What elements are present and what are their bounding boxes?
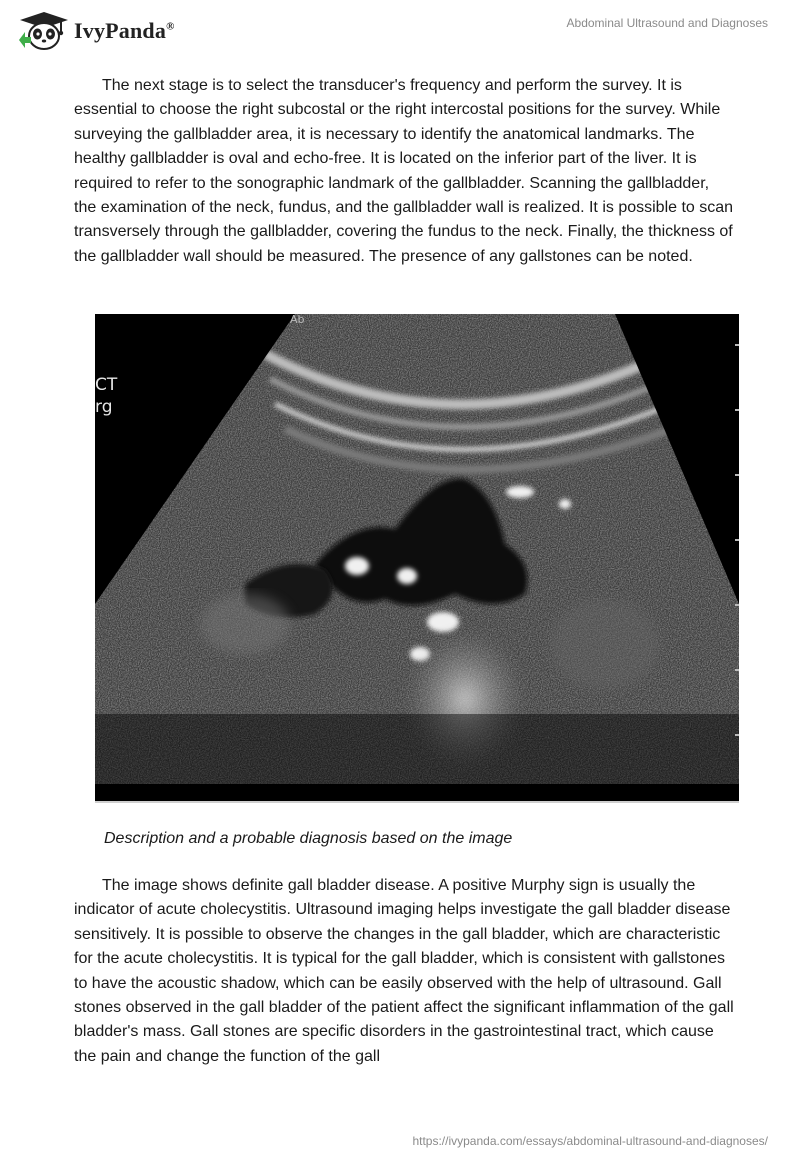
body-paragraph-2: The image shows definite gall bladder disease. A positive Murphy sign is usually the indicator of acute cholecystitis. Ultrasound imaging helps investigate the gall bladder disease sensitively. It is possible to observe the changes in the gall bladder, which are characteristic for the acute cholecystitis. It is typical for the gall bladder, which is consistent with gallstones to have the acoustic shadow, which can be easily observed with the help of ultrasound. Gall stones observed in the gall bladder of the patient affect the significant inflammation of the gall bladder's mass. Gall stones are specific disorders in the gastrointestinal tract, which cause the pain and change the function of the gall bbox=[74, 877, 734, 1065]
image-bottom-rule bbox=[95, 801, 739, 803]
ultrasound-label-top: Ab bbox=[290, 314, 305, 326]
footer-url[interactable]: https://ivypanda.com/essays/abdominal-ultrasound-and-diagnoses/ bbox=[412, 1134, 768, 1148]
figure-caption: Description and a probable diagnosis based on the image bbox=[104, 830, 513, 847]
ivypanda-logo[interactable] bbox=[14, 10, 175, 52]
ultrasound-label-rg: rg bbox=[95, 397, 113, 417]
ultrasound-label-ct: CT bbox=[95, 375, 118, 395]
panda-icon bbox=[14, 10, 70, 52]
brand-name: IvyPanda® bbox=[74, 18, 175, 43]
body-paragraph-1: The next stage is to select the transducer's frequency and perform the survey. It is essential to choose the right subcostal or the right intercostal positions for the survey. While surveying the gallbladder area, it is necessary to identify the anatomical landmarks. The healthy gallbladder is oval and echo-free. It is located on the inferior part of the liver. It is required to refer to the sonographic landmark of the gallbladder. Scanning the gallbladder, the examination of the neck, fundus, and the gallbladder wall is realized. It is possible to scan transversely through the gallbladder, covering the fundus to the neck. Finally, the thickness of the gallbladder wall should be measured. The presence of any gallstones can be noted. bbox=[74, 77, 734, 265]
page-title: Abdominal Ultrasound and Diagnoses bbox=[566, 16, 768, 30]
ultrasound-image bbox=[95, 314, 739, 802]
